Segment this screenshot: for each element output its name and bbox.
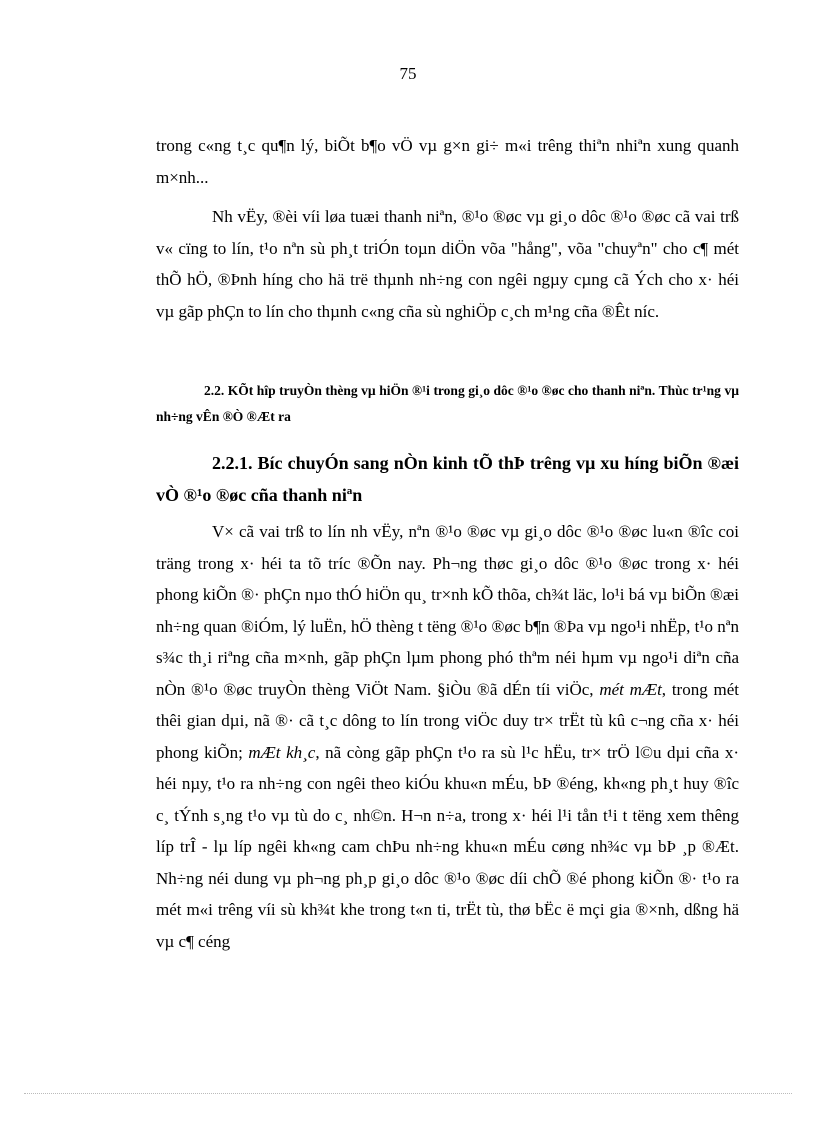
section-heading-2-2: 2.2. KÕt hîp truyÒn thèng vµ hiÖn ®¹i trong gi¸o dôc ®¹o ®øc cho thanh niªn. Thùc tr¹ng vµ nh÷ng vÊn ®Ò ®Æt ra <box>156 383 739 424</box>
paragraph-youth-ethics: Nh vËy, ®èi víi løa tuæi thanh niªn, ®¹o ®øc vµ gi¸o dôc ®¹o ®øc cã vai trß v« cïng to lín, t¹o nªn sù ph¸t triÓn toµn diÖn võa "hång", võa "chuyªn" cho c¶ mét thÕ hÖ, ®Þnh híng cho hä trë thµnh nh÷ng con ngêi ngµy cµng cã Ých cho x· héi vµ gãp phÇn to lín cho thµnh c«ng cña sù nghiÖp c¸ch m¹ng cña ®Êt níc. <box>156 207 739 321</box>
section-heading-2-2-1: 2.2.1. Bíc chuyÓn sang nÒn kinh tÕ thÞ trêng vµ xu híng biÕn ®æi vÒ ®¹o ®øc cña thanh niªn <box>156 453 739 505</box>
paragraph-traditional-education <box>156 516 739 957</box>
paragraph-continuation: trong c«ng t¸c qu¶n lý, biÕt b¶o vÖ vµ g×n gi÷ m«i trêng thiªn nhiªn xung quanh m×nh... <box>156 136 739 187</box>
emphasis-text: mét mÆt <box>599 679 662 699</box>
page-number: 75 <box>399 64 417 83</box>
page-bottom-divider <box>24 1093 792 1094</box>
paragraph-text-part: , trong mét thêi gian dµi, nã ®· cã t¸c dông to lín trong viÖc duy tr× trËt tù kû c¬ng cña x· héi phong kiÕn; <box>156 679 739 762</box>
emphasis-text: mÆt kh¸c <box>248 742 316 762</box>
paragraph-text-part: V× cã vai trß to lín nh vËy, nªn ®¹o ®øc vµ gi¸o dôc ®¹o ®øc lu«n ®îc coi träng trong x· héi ta tõ tríc ®Õn nay. Ph¬ng thøc gi¸o dôc ®¹o ®øc trong x· héi phong kiÕn ®· phÇn nµo thÓ hiÖn qu¸ tr×nh kÕ thõa, ch¾t läc, lo¹i bá vµ biÕn ®æi nh÷ng quan ®iÓm, lý luËn, hÖ thèng t tëng ®¹o ®øc b¶n ®Þa vµ ngo¹i nhËp, t¹o nªn s¾c th¸i riªng cña m×nh, gãp phÇn lµm phong phó thªm néi hµm vµ ngo¹i diªn cña nÒn ®¹o ®øc truyÒn thèng ViÖt Nam. §iÒu ®ã dÉn tíi viÖc, <box>156 522 739 699</box>
paragraph-text-part: , nã còng gãp phÇn t¹o ra sù l¹c hËu, tr× trÖ l©u dµi cña x· héi nµy, t¹o ra nh÷ng con ngêi theo kiÓu khu«n mÉu, bÞ ®éng, kh«ng ph¸t huy ®îc c¸ tÝnh s¸ng t¹o vµ tù do c¸ nh©n. H¬n n÷a, trong x· héi l¹i tån t¹i t tëng xem thêng líp trÎ - lµ líp ngêi kh«ng cam chÞu nh÷ng khu«n mÉu cøng nh¾c vµ bÞ ¸p ®Æt. Nh÷ng néi dung vµ ph¬ng ph¸p gi¸o dôc ®¹o ®øc díi chÕ ®é phong kiÕn ®· t¹o ra mét m«i trêng víi sù kh¾t khe trong t«n ti, trËt tù, thø bËc ë mçi gia ®×nh, dßng hä vµ c¶ céng <box>156 742 739 951</box>
